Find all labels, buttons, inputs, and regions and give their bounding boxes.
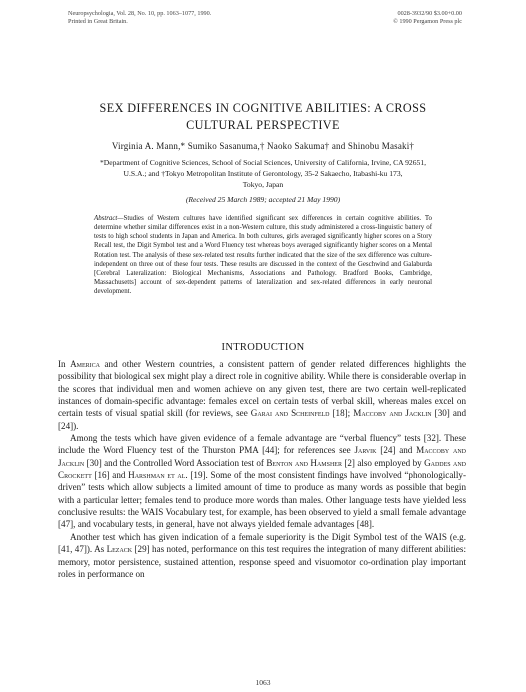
abstract: [94, 214, 432, 296]
small-caps-run: America: [70, 359, 100, 369]
journal-code: [393, 10, 462, 26]
section-heading-introduction: INTRODUCTION: [221, 342, 305, 353]
citation-author: Harshman et al.: [128, 470, 188, 481]
citation-author: Lezack: [106, 544, 133, 555]
paragraph: [58, 531, 466, 580]
citation-author: Gaddes and Crockett: [58, 457, 467, 481]
paragraph: [58, 358, 466, 432]
journal-printed-line: Printed in Great Britain.: [68, 18, 128, 25]
received-date: (Received 25 March 1989; accepted 21 May 1990): [185, 195, 341, 204]
paragraph: [58, 432, 466, 531]
article-title-line: SEX DIFFERENCES IN COGNITIVE ABILITIES: A CROSS: [99, 101, 427, 115]
citation-author: Garai and Scheinfeld: [250, 408, 330, 419]
text-run: [24] and: [376, 445, 417, 456]
text-run: [30] and the Controlled Word Association test of: [84, 457, 267, 468]
affiliation-line: U.S.A.; and †Tokyo Metropolitan Institute of Gerontology, 35-2 Sakaecho, Itabashi-ku 173,: [123, 169, 403, 178]
affiliation-line: *Department of Cognitive Sciences, School of Social Sciences, University of California, Irvine, CA 92651,: [99, 158, 427, 167]
author-list: Virginia A. Mann,* Sumiko Sasanuma,† Naoko Sakuma† and Shinobu Masaki†: [111, 141, 415, 151]
body-text: [58, 358, 466, 580]
citation-author: Maccoby and Jacklin: [353, 408, 432, 419]
affiliation-line: Tokyo, Japan: [242, 180, 284, 189]
journal-citation-line: Neuropsychologia, Vol. 28, No. 10, pp. 1063–1077, 1990.: [68, 10, 212, 17]
citation-author: Maccoby and Jacklin: [58, 445, 466, 468]
text-run: [16] and: [91, 470, 129, 481]
text-run: [19]. Some of the most consistent findings have involved “phonologically-driven” tests which allow subjects a limited amount of time to produce as many words as possible that begin with a particular letter; females tend to produce more words than males. Other language tests have yielded less conclusive results: the WAIS Vocabulary test, for example, has been observed to yield a small female advantage [47], and vocabulary tests, in general, have not always yielded female advantages [48].: [58, 470, 466, 530]
citation-author: Benton and Hamsher: [266, 457, 342, 468]
abstract-text: Studies of Western cultures have identified significant sex differences in certain cognitive abilities. To determine whether similar differences exist in a non-Western culture, this study administered a cross-linguistic battery of tests to high school students in Japan and America. In both cultures, girls averaged significantly higher scores on a Story Recall test, the Digit Symbol test and a Word Fluency test whereas boys averaged significantly higher scores on a Mental Rotation test. The analysis of these sex-related test results further indicated that the size of the sex difference was culture-independent on three out of these four tests. These results are discussed in the context of the Geschwind and Galaburda [Cerebral Lateralization: Biological Mechanisms, Associations and Pathology. Bradford Books, Cambridge, Massachusetts] account of sex-dependent patterns of lateralization and sex-related differences in early neuronal development.: [94, 215, 432, 296]
page-number: 1063: [255, 678, 271, 687]
text-run: Another test which has given indication of a female superiority is the Digit Symbol test of the WAIS (e.g. [41, 47]). As: [58, 531, 466, 555]
text-run: [30] and [24]).: [58, 408, 466, 431]
text-run: [18];: [329, 408, 354, 419]
text-run: In: [58, 359, 71, 369]
affiliation: [74, 157, 452, 190]
article-title: [60, 100, 466, 134]
article-title-line: CULTURAL PERSPECTIVE: [186, 118, 340, 132]
journal-price-code: 0028-3932/90 $3.00+0.00: [397, 10, 462, 17]
abstract-label: Abstract—: [94, 215, 124, 222]
journal-citation: [68, 10, 211, 26]
text-run: [2] also employed by: [341, 457, 425, 468]
text-run: [29] has noted, performance on this test requires the integration of many different abilities: memory, motor persistence, sustained attention, response speed and visuomotor co-ordination play important roles in performance on: [58, 544, 466, 579]
text-run: and other Western countries, a consistent pattern of gender related differences highlights the possibility that biological sex might play a direct role in cognitive ability. While there is considerable overlap in the scores that individual men and women achieve on any given test, there are two certain well-replicated instances of domain-specific advantage: females excel on certain tests of verbal skill, whereas males excel on certain tests of visual spatial skill (for reviews, see: [58, 359, 466, 419]
citation-author: Jarvik: [354, 445, 377, 456]
text-run: Among the tests which have given evidence of a female advantage are “verbal fluency” tests [32]. These include the Word Fluency test of the Thurston PMA [44]; for references see: [58, 433, 466, 456]
journal-copyright: © 1990 Pergamon Press plc: [393, 18, 462, 25]
